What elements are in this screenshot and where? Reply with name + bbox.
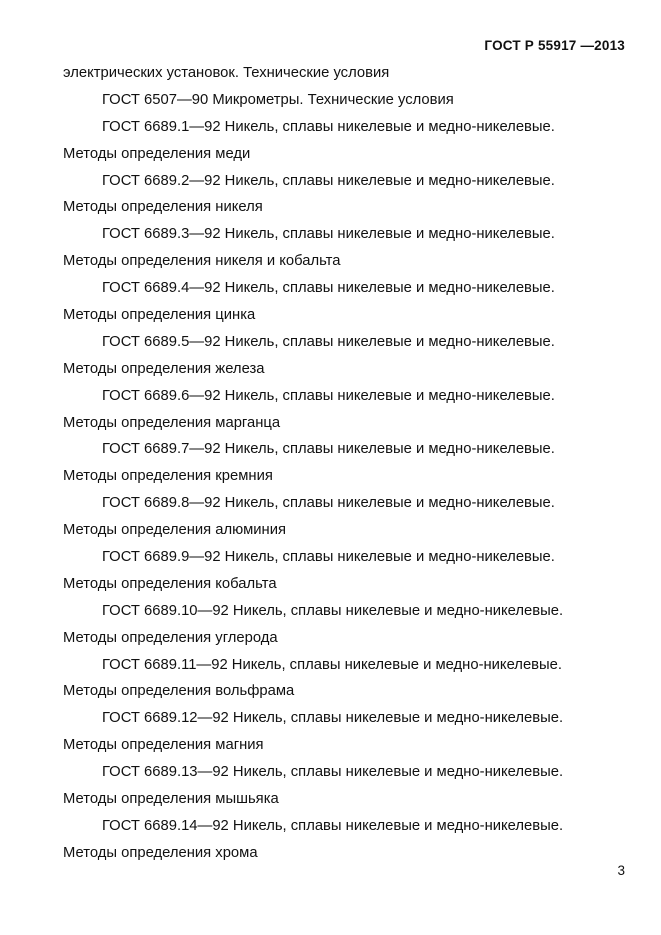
text-line: ГОСТ 6507—90 Микрометры. Технические условия <box>102 91 454 108</box>
text-line: электрических установок. Технические условия <box>63 65 390 81</box>
text-line: Методы определения магния <box>63 737 264 754</box>
page-number: 3 <box>617 863 625 878</box>
text-line: ГОСТ 6689.9—92 Никель, сплавы никелевые и медно-никелевые. <box>102 549 555 566</box>
text-line: Методы определения углерода <box>63 629 278 646</box>
text-line: Методы определения никеля <box>63 199 263 216</box>
text-line: ГОСТ 6689.2—92 Никель, сплавы никелевые и медно-никелевые. <box>102 172 555 189</box>
text-line: ГОСТ 6689.7—92 Никель, сплавы никелевые и медно-никелевые. <box>102 441 555 458</box>
text-line: ГОСТ 6689.8—92 Никель, сплавы никелевые и медно-никелевые. <box>102 495 555 512</box>
text-line: Методы определения железа <box>63 360 265 377</box>
text-line: Методы определения цинка <box>63 307 256 324</box>
text-line: ГОСТ 6689.10—92 Никель, сплавы никелевые и медно-никелевые. <box>102 602 564 619</box>
text-line: ГОСТ 6689.11—92 Никель, сплавы никелевые и медно-никелевые. <box>102 656 563 673</box>
text-line: ГОСТ 6689.3—92 Никель, сплавы никелевые и медно-никелевые. <box>102 226 555 243</box>
text-line: Методы определения мышьяка <box>63 791 279 808</box>
text-line: Методы определения марганца <box>63 414 281 431</box>
text-line: ГОСТ 6689.13—92 Никель, сплавы никелевые и медно-никелевые. <box>102 764 564 781</box>
text-line: Методы определения алюминия <box>63 522 286 539</box>
text-line: ГОСТ 6689.12—92 Никель, сплавы никелевые и медно-никелевые. <box>102 710 564 727</box>
text-line: ГОСТ 6689.5—92 Никель, сплавы никелевые и медно-никелевые. <box>102 333 555 350</box>
document-header-standard-id: ГОСТ Р 55917 —2013 <box>484 38 625 53</box>
text-line: Методы определения кобальта <box>63 575 277 592</box>
text-line: Методы определения хрома <box>63 844 258 861</box>
text-line: Методы определения никеля и кобальта <box>63 253 341 270</box>
text-line: Методы определения кремния <box>63 468 273 485</box>
text-line: ГОСТ 6689.1—92 Никель, сплавы никелевые и медно-никелевые. <box>102 118 555 135</box>
text-line: Методы определения меди <box>63 145 251 162</box>
text-line: ГОСТ 6689.14—92 Никель, сплавы никелевые и медно-никелевые. <box>102 817 564 834</box>
text-line: Методы определения вольфрама <box>63 683 295 700</box>
text-line: ГОСТ 6689.6—92 Никель, сплавы никелевые и медно-никелевые. <box>102 387 555 404</box>
text-line: ГОСТ 6689.4—92 Никель, сплавы никелевые и медно-никелевые. <box>102 280 555 297</box>
normative-references-text <box>63 60 633 867</box>
